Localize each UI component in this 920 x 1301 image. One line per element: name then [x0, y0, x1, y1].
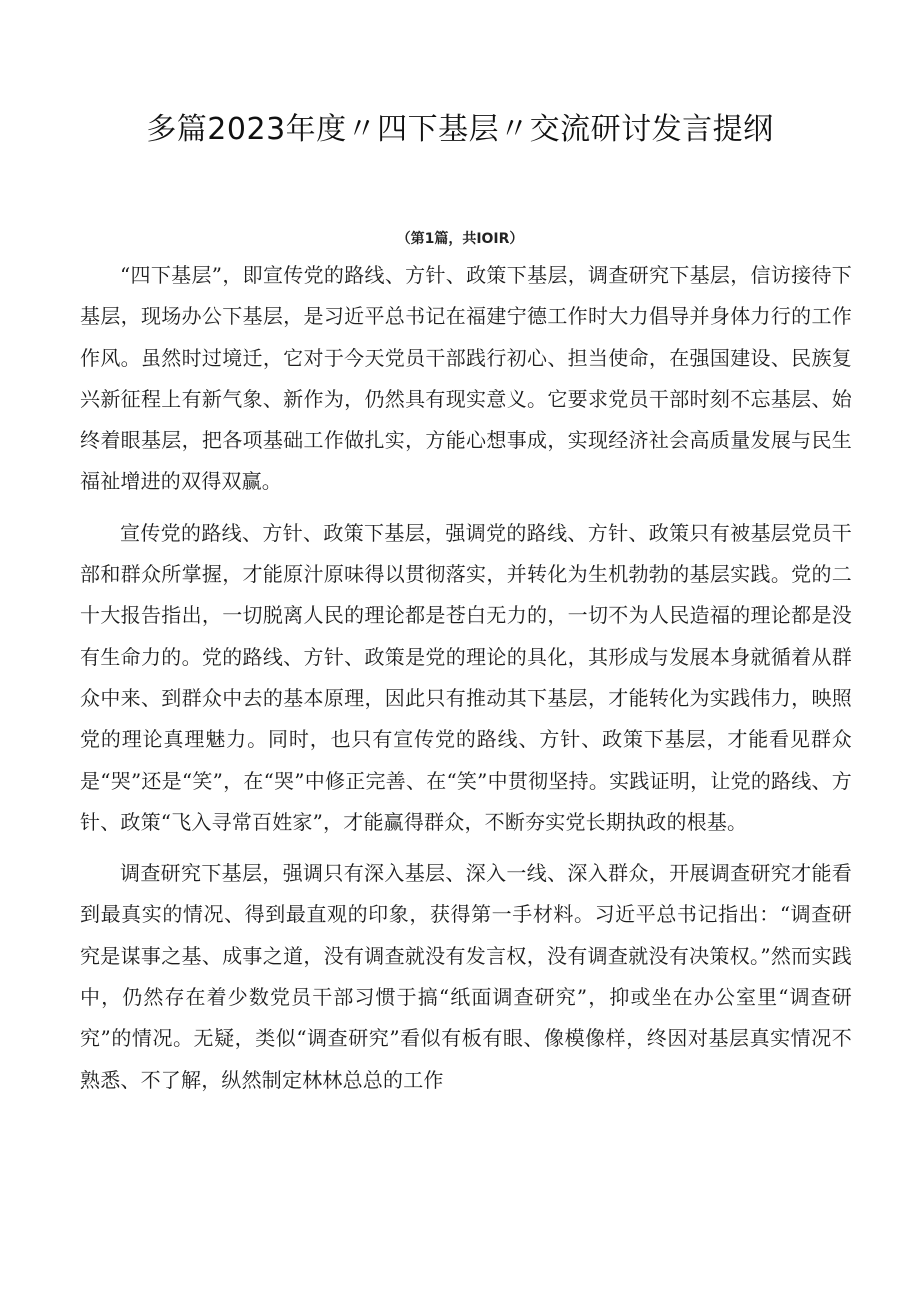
document-subtitle: （第1篇，共IOIR）	[396, 231, 524, 247]
paragraph: “四下基层”，即宣传党的路线、方针、政策下基层，调查研究下基层，信访接待下基层，现场办公下基层，是习近平总书记在福建宁德工作时大力倡导并身体力行的工作作风。虽然时过境迁，它对于今天党员干部践行初心、担当使命，在强国建设、民族复兴新征程上有新气象、新作为，仍然具有现实意义。它要求党员干部时刻不忘基层、始终着眼基层，把各项基础工作做扎实，方能心想事成，实现经济社会高质量发展与民生福祉增进的双得双赢。	[80, 263, 852, 494]
paragraph: 宣传党的路线、方针、政策下基层，强调党的路线、方针、政策只有被基层党员干部和群众所掌握，才能原汁原味得以贯彻落实，并转化为生机勃勃的基层实践。党的二十大报告指出，一切脱离人民的理论都是苍白无力的，一切不为人民造福的理论都是没有生命力的。党的路线、方针、政策是党的理论的具化，其形成与发展本身就循着从群众中来、到群众中去的基本原理，因此只有推动其下基层，才能转化为实践伟力，映照党的理论真理魅力。同时，也只有宣传党的路线、方针、政策下基层，才能看见群众是“哭”还是“笑”，在“哭”中修正完善、在“笑”中贯彻坚持。实践证明，让党的路线、方针、政策“飞入寻常百姓家”，才能赢得群众，不断夯实党长期执政的根基。	[80, 520, 852, 834]
document-body	[80, 255, 852, 1101]
paragraph: 调查研究下基层，强调只有深入基层、深入一线、深入群众，开展调查研究才能看到最真实的情况、得到最直观的印象，获得第一手材料。习近平总书记指出：“调查研究是谋事之基、成事之道，没有调查就没有发言权，没有调查就没有决策权。”然而实践中，仍然存在着少数党员干部习惯于搞“纸面调查研究”，抑或坐在办公室里“调查研究”的情况。无疑，类似“调查研究”看似有板有眼、像模像样，终因对基层真实情况不熟悉、不了解，纵然制定林林总总的工作	[80, 861, 852, 1092]
document-title: 多篇2023年度〃四下基层〃交流研讨发言提纲	[146, 112, 774, 147]
